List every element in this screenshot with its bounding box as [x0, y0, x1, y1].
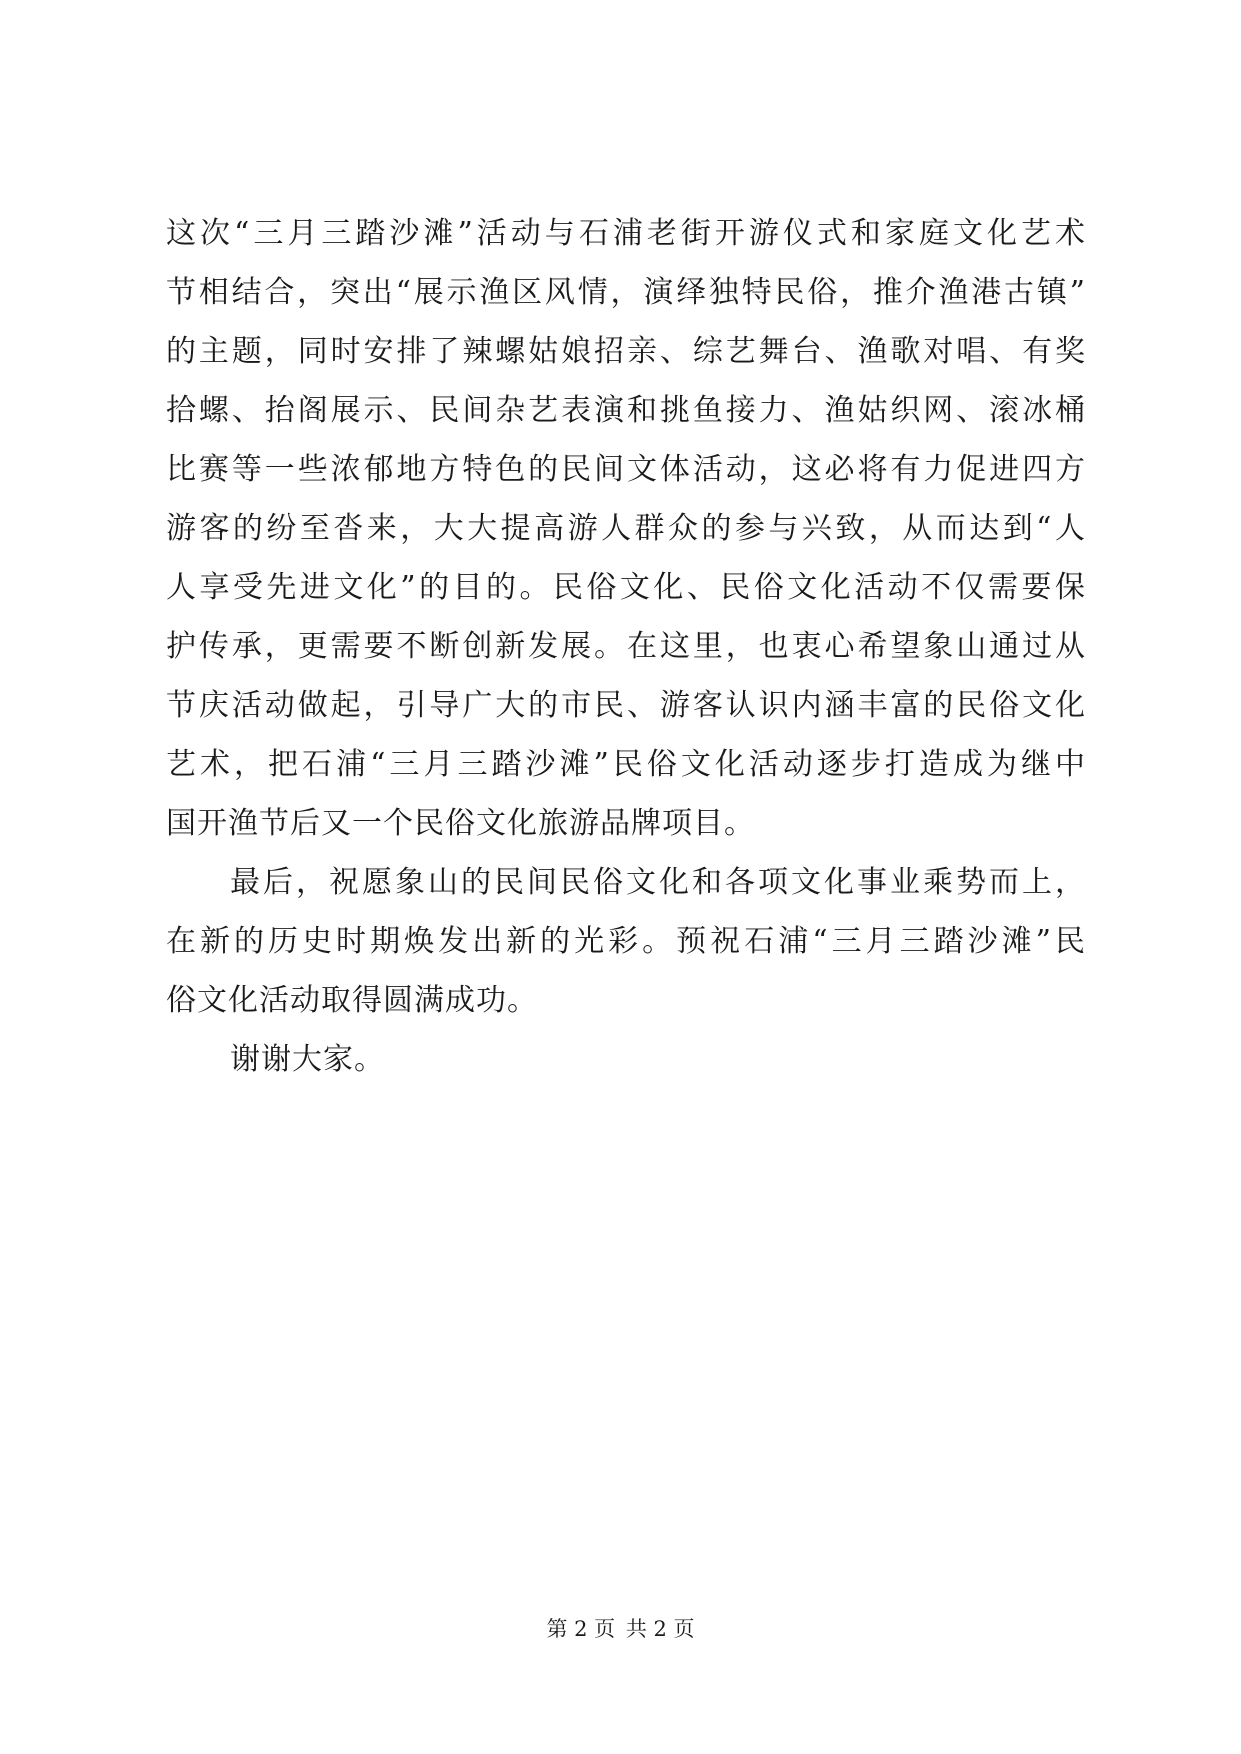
body-line: 拾螺、抬阁展示、民间杂艺表演和挑鱼接力、渔姑织网、滚冰桶 [166, 393, 1086, 428]
body-line: 人享受先进文化”的目的。民俗文化、民俗文化活动不仅需要保 [166, 570, 1086, 605]
body-line: 最后，祝愿象山的民间民俗文化和各项文化事业乘势而上， [230, 865, 1086, 900]
body-line: 这次“三月三踏沙滩”活动与石浦老街开游仪式和家庭文化艺术 [166, 216, 1086, 251]
body-line: 的主题，同时安排了辣螺姑娘招亲、综艺舞台、渔歌对唱、有奖 [166, 334, 1086, 369]
body-line: 艺术，把石浦“三月三踏沙滩”民俗文化活动逐步打造成为继中 [166, 747, 1086, 782]
page-total: 共 2 页 [625, 1617, 695, 1641]
body-line: 俗文化活动取得圆满成功。 [166, 983, 538, 1018]
body-line: 节庆活动做起，引导广大的市民、游客认识内涵丰富的民俗文化 [166, 688, 1086, 723]
body-line: 节相结合，突出“展示渔区风情，演绎独特民俗，推介渔港古镇” [166, 275, 1086, 310]
body-line: 国开渔节后又一个民俗文化旅游品牌项目。 [166, 806, 755, 841]
body-line: 护传承，更需要不断创新发展。在这里，也衷心希望象山通过从 [166, 629, 1086, 664]
page-number: 第 2 页 [546, 1617, 616, 1641]
body-line: 比赛等一些浓郁地方特色的民间文体活动，这必将有力促进四方 [166, 452, 1086, 487]
page-footer [0, 1614, 1241, 1644]
body-line: 谢谢大家。 [230, 1042, 385, 1077]
body-line: 在新的历史时期焕发出新的光彩。预祝石浦“三月三踏沙滩”民 [166, 924, 1086, 959]
document-body [166, 204, 1086, 1089]
body-line: 游客的纷至沓来，大大提高游人群众的参与兴致，从而达到“人 [166, 511, 1086, 546]
